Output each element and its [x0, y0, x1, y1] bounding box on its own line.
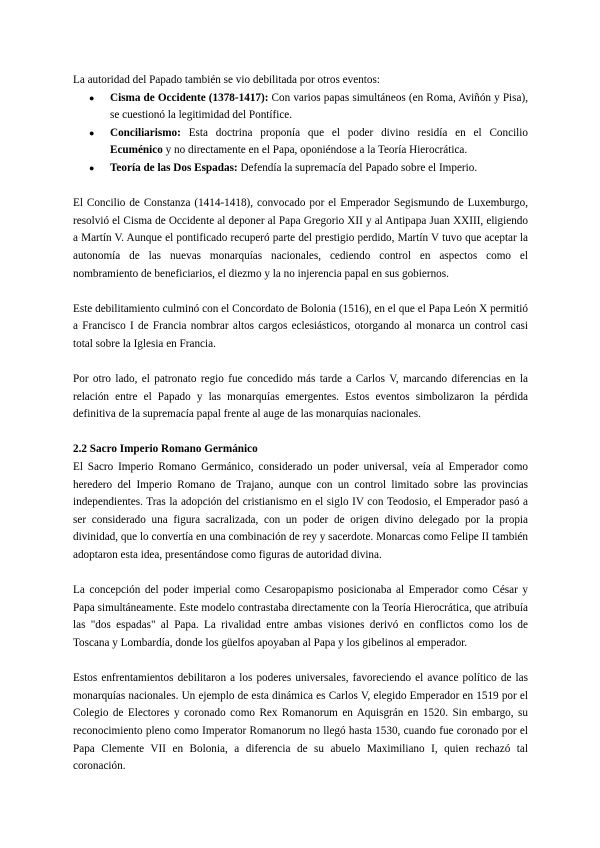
bullet-text-secondary: y no directamente en el Papa, oponiéndose a la Teoría Hierocrática.: [162, 144, 468, 157]
paragraph-constanza: El Concilio de Constanza (1414-1418), convocado por el Emperador Segismundo de Luxemburgo, resolvió el Cisma de Occidente al deponer al Papa Gregorio XII y al Antipapa Juan XXIII, eligiendo a Martín V. Aunque el pontificado recuperó parte del prestigio perdido, Martín V tuvo que aceptar la autonomía de las nuevas monarquías nacionales, cediendo control en aspectos como el nombramiento de beneficiarios, el diezmo y la no injerencia papal en sus gobiernos.: [73, 197, 528, 280]
list-item: [73, 125, 528, 160]
bullet-term-secondary: Ecuménico: [110, 144, 163, 157]
paragraph-bolonia: Este debilitamiento culminó con el Concordato de Bolonia (1516), en el que el Papa León X permitió a Francisco I de Francia nombrar altos cargos eclesiásticos, otorgando al monarca un control casi total sobre la Iglesia en Francia.: [73, 302, 528, 350]
section-heading: 2.2 Sacro Imperio Romano Germánico: [73, 443, 258, 456]
bullet-text: Con varios papas simultáneos (en Roma, Aviñón y Pisa), se cuestionó la legitimidad del Pontífice.: [110, 91, 528, 122]
bullet-icon: ●: [89, 162, 95, 173]
intro-paragraph: La autoridad del Papado también se vio debilitada por otros eventos:: [73, 74, 380, 86]
bullet-term: Conciliarismo:: [110, 126, 181, 139]
paragraph-sacro-imperio: El Sacro Imperio Romano Germánico, considerado un poder universal, veía al Emperador como heredero del Imperio Romano de Trajano, aunque con un control limitado sobre las provincias independientes. Tras la adopción del cristianismo en el siglo IV con Teodosio, el Emperador pasó a ser considerado una figura sacralizada, con un poder de origen divino delegado por la propia divinidad, que lo convertía en una combinación de rey y sacerdote. Monarcas como Felipe II también adoptaron esta idea, presentándose como figuras de autoridad divina.: [73, 461, 528, 562]
list-item: [73, 160, 528, 178]
bullet-term: Teoría de las Dos Espadas:: [110, 161, 238, 174]
paragraph-carlos-v: Estos enfrentamientos debilitaron a los poderes universales, favoreciendo el avance político de las monarquías nacionales. Un ejemplo de esta dinámica es Carlos V, elegido Emperador en 1519 por el Colegio de Electores y coronado como Rex Romanorum en Aquisgrán en 1520. Sin embargo, su reconocimiento pleno como Imperator Romanorum no llegó hasta 1530, cuando fue coronado por el Papa Clemente VII en Bolonia, a diferencia de su abuelo Maximiliano I, quien rechazó tal coronación.: [73, 672, 528, 773]
paragraph-cesaropapismo: La concepción del poder imperial como Cesaropapismo posicionaba al Emperador como César y Papa simultáneamente. Este modelo contrastaba directamente con la Teoría Hierocrática, que atribuía las "dos espadas" al Papa. La rivalidad entre ambas visiones derivó en conflictos como los de Toscana y Lombardía, donde los güelfos apoyaban al Papa y los gibelinos al emperador.: [73, 584, 528, 649]
document-page: [73, 72, 528, 776]
events-list: [73, 90, 528, 178]
bullet-text: Esta doctrina proponía que el poder divino residía en el Concilio: [180, 126, 528, 139]
bullet-icon: ●: [89, 92, 95, 103]
list-item: [73, 90, 528, 125]
bullet-term: Cisma de Occidente (1378-1417):: [110, 91, 269, 104]
bullet-text: Defendía la supremacía del Papado sobre el Imperio.: [237, 161, 478, 174]
paragraph-patronato: Por otro lado, el patronato regio fue concedido más tarde a Carlos V, marcando diferencias en la relación entre el Papado y las monarquías emergentes. Estos eventos simbolizaron la pérdida definitiva de la supremacía papal frente al auge de las monarquías nacionales.: [73, 373, 528, 421]
bullet-icon: ●: [89, 127, 95, 138]
